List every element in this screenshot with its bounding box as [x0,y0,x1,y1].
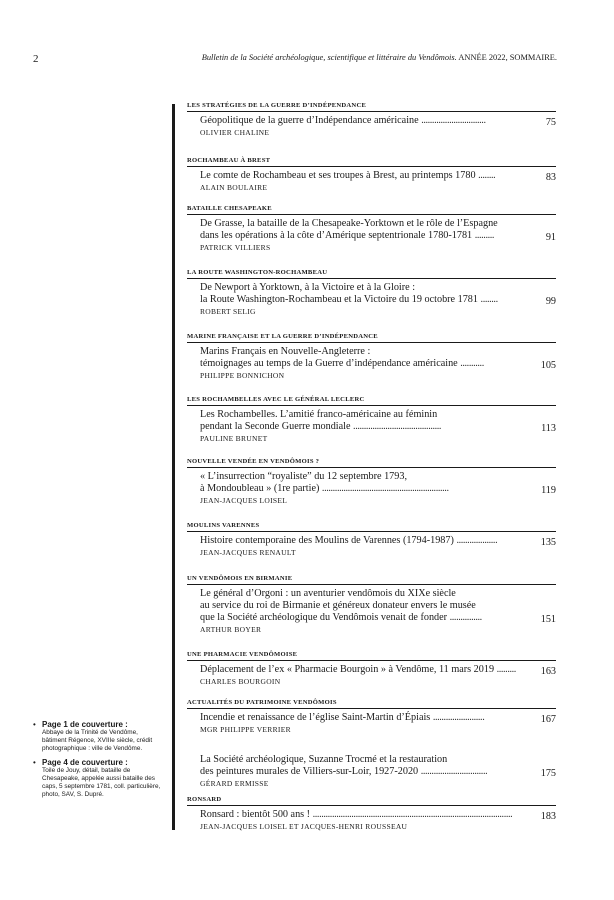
entry-title-text: De Grasse, la bataille de la Chesapeake-Yorktown et le rôle de l’Espagne [200,218,498,229]
section-title: ROCHAMBEAU À BREST [187,157,556,167]
leader-dots: ......... [474,230,495,241]
leader-dots: ........ [480,294,498,305]
toc-section [187,269,556,317]
toc-entry[interactable] [187,167,556,193]
entry-author: OLIVIER CHALINE [200,128,270,137]
entry-title [200,218,540,242]
section-title: UN VENDÔMOIS EN BIRMANIE [187,575,556,585]
entry-title [200,809,540,821]
entry-title-text: que la Société archéologique du Vendômois venait de fonder [200,612,448,623]
page-ref: 183 [540,811,556,822]
entry-title-text: Le général d’Orgoni : un aventurier vendômois du XIXe siècle [200,588,456,599]
entry-title-line [200,170,540,182]
section-title: MOULINS VARENNES [187,522,556,532]
entry-title [200,588,540,624]
page-ref: 105 [540,360,556,371]
entry-title-text: à Mondoubleau » (1re partie) [200,483,320,494]
entry-title [200,409,540,433]
section-title: NOUVELLE VENDÉE EN VENDÔMOIS ? [187,458,556,468]
entry-title-text: Histoire contemporaine des Moulins de Varennes (1794-1987) [200,535,454,546]
entry-title-line [200,358,540,370]
page-ref: 135 [540,537,556,548]
entry-title [200,346,540,370]
leader-dots: ............... [449,612,482,623]
toc-section [187,796,556,832]
entry-title-text: Géopolitique de la guerre d’Indépendance américaine [200,115,419,126]
entry-title-line [200,294,540,306]
toc-section [187,157,556,193]
cover-notes [33,720,161,804]
entry-title-line [200,218,540,230]
entry-author: JEAN-JACQUES LOISEL [200,496,288,505]
entry-author: ARTHUR BOYER [200,625,262,634]
entry-author: PATRICK VILLIERS [200,243,271,252]
section-title: LES ROCHAMBELLES AVEC LE GÉNÉRAL LECLERC [187,396,556,406]
section-title: ACTUALITÉS DU PATRIMOINE VENDÔMOIS [187,699,556,709]
entry-title-text: Le comte de Rochambeau et ses troupes à Brest, au printemps 1780 [200,170,476,181]
entry-title-text: témoignages au temps de la Guerre d’indépendance américaine [200,358,458,369]
bullet-icon: • [33,720,36,729]
entry-author: MGR PHILIPPE VERRIER [200,725,291,734]
toc-entry[interactable] [187,343,556,381]
section-title: LA ROUTE WASHINGTON-ROCHAMBEAU [187,269,556,279]
cover-note-label: Page 4 de couverture : [42,758,128,767]
toc-section [187,396,556,444]
entry-title-line [200,421,540,433]
section-title: LES STRATÉGIES DE LA GUERRE D’INDÉPENDANCE [187,102,556,112]
entry-author: PHILIPPE BONNICHON [200,371,285,380]
toc-entry[interactable] [187,751,556,789]
entry-title-line [200,282,540,294]
toc-section [187,651,556,687]
section-title: UNE PHARMACIE VENDÔMOISE [187,651,556,661]
toc-section [187,333,556,381]
entry-title-text: dans les opérations à la côte d’Amérique septentrionale 1780-1781 [200,230,473,241]
leader-dots: ............................... [420,766,488,777]
toc-section [187,458,556,506]
cover-note-label: Page 1 de couverture : [42,720,128,729]
page-ref: 75 [545,117,556,128]
entry-title [200,754,540,778]
page-ref: 83 [545,172,556,183]
toc-vertical-rule [172,104,175,830]
entry-title-line [200,664,540,676]
running-header [202,53,557,62]
section-title: BATAILLE CHESAPEAKE [187,205,556,215]
entry-author: ALAIN BOULAIRE [200,183,268,192]
entry-title-line [200,600,540,612]
entry-title-text: Marins Français en Nouvelle-Angleterre : [200,346,371,357]
leader-dots: ............................................................................................. [312,809,513,820]
cover-note-text: Abbaye de la Trinité de Vendôme, bâtiment Régence, XVIIIe siècle, crédit photographique : ville de Vendôme. [42,729,153,752]
entry-title [200,664,540,676]
toc-section [187,205,556,253]
entry-title-line [200,754,540,766]
cover-note-text: Toile de Jouy, détail, bataille de Chesapeake, appelée aussi bataille des caps, 5 septembre 1781, coll. particulière, photo, SAV, S. Dupré. [42,767,161,798]
entry-author: ROBERT SELIG [200,307,256,316]
toc-entry[interactable] [187,468,556,506]
page-ref: 151 [540,614,556,625]
entry-author: CHARLES BOURGOIN [200,677,281,686]
toc-section [187,522,556,558]
section-title: MARINE FRANÇAISE ET LA GUERRE D’INDÉPENDANCE [187,333,556,343]
entry-title-text: la Route Washington-Rochambeau et la Victoire du 19 octobre 1781 [200,294,478,305]
journal-title: Bulletin de la Société archéologique, scientifique et littéraire du Vendômois. [201,53,457,62]
entry-title-line [200,766,540,778]
page-ref: 175 [540,768,556,779]
entry-title-text: La Société archéologique, Suzanne Trocmé et la restauration [200,754,448,765]
entry-title-line [200,409,540,421]
entry-title-line [200,612,540,624]
entry-author: GÉRARD ERMISSE [200,779,269,788]
leader-dots: ........... [460,358,484,369]
entry-title-text: Ronsard : bientôt 500 ans ! [200,809,311,820]
leader-dots: ......... [496,664,516,675]
leader-dots: ......................................... [353,421,442,432]
entry-title [200,712,540,724]
entry-title-line [200,588,540,600]
leader-dots: ........................................................... [321,483,449,494]
toc-section [187,575,556,635]
toc-entry[interactable] [187,709,556,735]
entry-title-text: De Newport à Yorktown, à la Victoire et à la Gloire : [200,282,416,293]
entry-title-line [200,346,540,358]
entry-title-text: au service du roi de Birmanie et généreux donateur envers le musée [200,600,476,611]
entry-title [200,535,540,547]
toc-entry[interactable] [187,661,556,687]
cover-note [33,720,161,753]
leader-dots: ........ [478,170,496,181]
entry-title [200,170,540,182]
section-title: RONSARD [187,796,556,806]
toc-section [187,699,556,789]
entry-title-line [200,230,540,242]
entry-title-line [200,535,540,547]
entry-author: JEAN-JACQUES LOISEL ET JACQUES-HENRI ROUSSEAU [200,822,408,831]
leader-dots: ........................ [432,712,485,723]
page-ref: 167 [540,714,556,725]
entry-title [200,471,540,495]
entry-author: PAULINE BRUNET [200,434,268,443]
entry-title-line [200,809,540,821]
entry-title-text: pendant la Seconde Guerre mondiale [200,421,351,432]
entry-title [200,282,540,306]
bullet-icon: • [33,758,36,767]
page-ref: 99 [545,296,556,307]
toc-entry[interactable] [187,112,556,138]
leader-dots: .............................. [421,115,486,126]
toc-entry[interactable] [187,532,556,558]
cover-note [33,758,161,799]
toc-section [187,102,556,138]
toc-entry[interactable] [187,585,556,635]
entry-title-text: Les Rochambelles. L’amitié franco-américaine au féminin [200,409,438,420]
toc-entry[interactable] [187,406,556,444]
entry-title-text: Incendie et renaissance de l’église Saint-Martin d’Épiais [200,712,431,723]
toc-entry[interactable] [187,279,556,317]
toc-entry[interactable] [187,806,556,832]
toc-entry[interactable] [187,215,556,253]
entry-title [200,115,540,127]
entry-title-text: Déplacement de l’ex « Pharmacie Bourgoin » à Vendôme, 11 mars 2019 [200,664,495,675]
page-ref: 113 [541,423,556,434]
entry-title-text: « L’insurrection “royaliste” du 12 septembre 1793, [200,471,407,482]
year-summary: ANNÉE 2022, SOMMAIRE. [458,53,557,62]
page-ref: 163 [540,666,556,677]
page-number: 2 [33,53,39,65]
entry-title-line [200,471,540,483]
leader-dots: ................... [456,535,498,546]
page-ref: 119 [541,485,556,496]
entry-author: JEAN-JACQUES RENAULT [200,548,296,557]
entry-title-line [200,115,540,127]
page-ref: 91 [545,232,556,243]
entry-title-line [200,483,540,495]
entry-title-line [200,712,540,724]
entry-title-text: des peintures murales de Villiers-sur-Loir, 1927-2020 [200,766,419,777]
